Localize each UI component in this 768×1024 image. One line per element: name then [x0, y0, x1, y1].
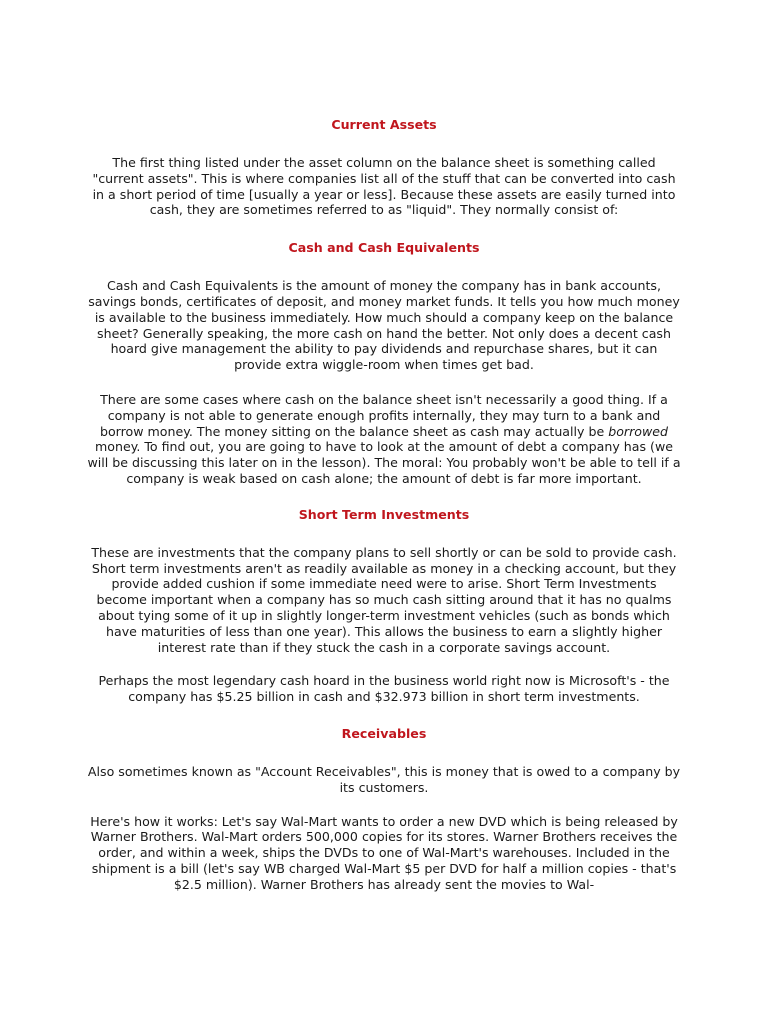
paragraph-receivables-1: Also sometimes known as "Account Receivables", this is money that is owed to a company by its customers. [87, 763, 681, 795]
paragraph-cash-2-before: There are some cases where cash on the balance sheet isn't necessarily a good thing. If a company is not able to generate enough profits internally, they may turn to a bank and borrow money. The money sitting on the balance sheet as cash may actually be [99, 391, 668, 439]
paragraph-short-term-1: These are investments that the company plans to sell shortly or can be sold to provide cash. Short term investments aren't as readily available as money in a checking account, but they provide added cushion if some immediate need were to arise. Short Term Investments become important when a company has so much cash sitting around that it has no qualms about tying some of it up in slightly longer-term investment vehicles (such as bonds which have maturities of less than one year). This allows the business to earn a slightly higher interest rate than if they stuck the cash in a corporate savings account. [91, 544, 677, 655]
paragraph-short-term-2: Perhaps the most legendary cash hoard in the business world right now is Microsoft's - the company has $5.25 billion in cash and $32.973 billion in short term investments. [98, 673, 670, 705]
paragraph-current-assets: The first thing listed under the asset column on the balance sheet is something called "current assets". This is where companies list all of the stuff that can be converted into cash in a short period of time [usually a year or less]. Because these assets are easily turned into cash, they are sometimes referred to as "liquid". They normally consist of: [92, 155, 676, 218]
heading-current-assets: Current Assets [331, 117, 437, 132]
heading-cash-equivalents: Cash and Cash Equivalents [288, 240, 480, 256]
paragraph-cash-2 [86, 392, 682, 487]
paragraph-receivables-2: Here's how it works: Let's say Wal-Mart wants to order a new DVD which is being released by Warner Brothers. Wal-Mart orders 500,000 copies for its stores. Warner Brothers receives the order, and within a week, ships the DVDs to one of Wal-Mart's warehouses. Included in the shipment is a bill (let's say WB charged Wal-Mart $5 per DVD for half a million copies - that's $2.5 million). Warner Brothers has already sent the movies to Wal- [90, 813, 678, 892]
heading-receivables: Receivables [341, 725, 427, 741]
emphasis-borrowed: borrowed [608, 423, 669, 439]
paragraph-cash-1: Cash and Cash Equivalents is the amount of money the company has in bank accounts, savings bonds, certificates of deposit, and money market funds. It tells you how much money is available to the business immediately. How much should a company keep on the balance sheet? Generally speaking, the more cash on hand the better. Not only does a decent cash hoard give management the ability to pay dividends and repurchase shares, but it can provide extra wiggle-room when times get bad. [88, 278, 680, 373]
document-page [86, 0, 682, 893]
paragraph-cash-2-after: money. To find out, you are going to have to look at the amount of debt a company has (we will be discussing this later on in the lesson). The moral: You probably won't be able to tell if a company is weak based on cash alone; the amount of debt is far more important. [87, 439, 681, 486]
heading-short-term-investments: Short Term Investments [298, 506, 470, 522]
